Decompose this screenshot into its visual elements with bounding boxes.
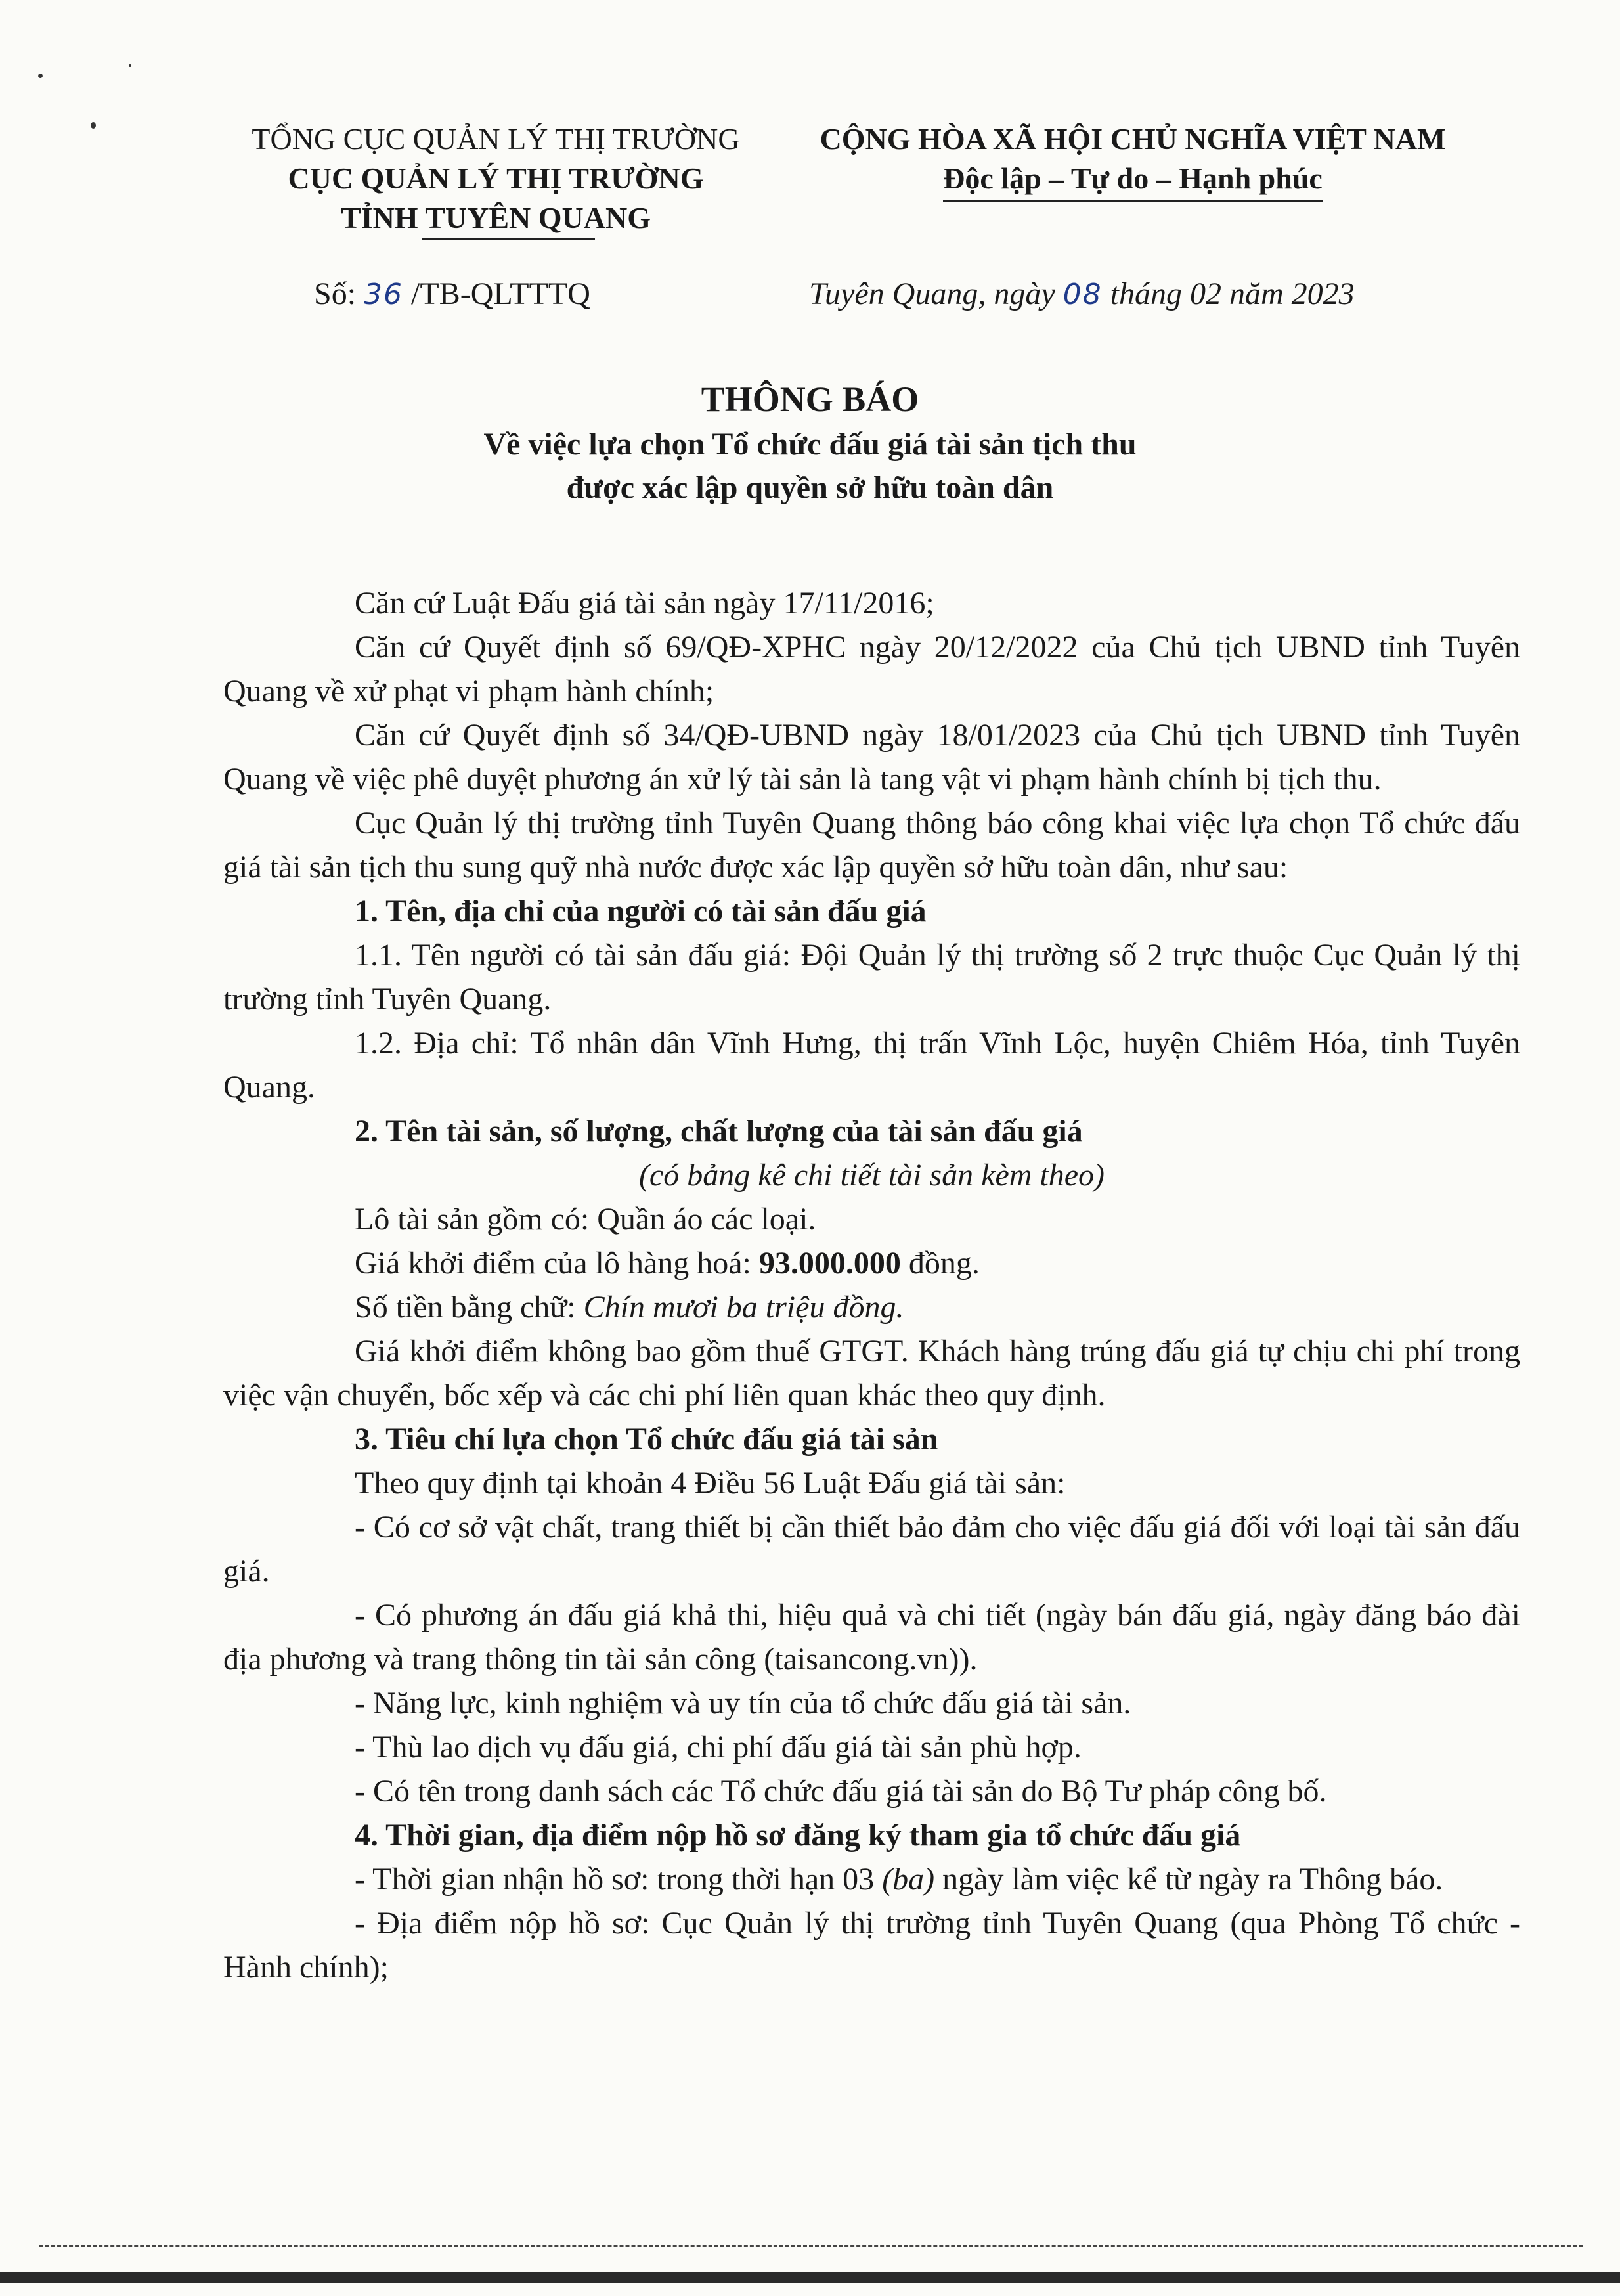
starting-price-amount: 93.000.000	[758, 1246, 901, 1281]
amount-in-words-line	[223, 1285, 1520, 1329]
criteria-item: - Có tên trong danh sách các Tổ chức đấu giá tài sản do Bộ Tư pháp công bố.	[355, 1774, 1327, 1809]
document-body	[223, 581, 1520, 1989]
national-motto-header	[781, 120, 1484, 202]
starting-price-line	[223, 1241, 1520, 1285]
paragraph: Cục Quản lý thị trường tỉnh Tuyên Quang thông báo công khai việc lựa chọn Tổ chức đấu giá tài sản tịch thu sung quỹ nhà nước được xác lập quyền sở hữu toàn dân, như sau:	[223, 806, 1520, 885]
section-heading-3: 3. Tiêu chí lựa chọn Tổ chức đấu giá tài sản	[355, 1422, 938, 1457]
amount-words-label: Số tiền bằng chữ:	[355, 1290, 576, 1325]
starting-price-unit: đồng.	[908, 1246, 980, 1281]
paragraph: Căn cứ Quyết định số 69/QĐ-XPHC ngày 20/12/2022 của Chủ tịch UBND tỉnh Tuyên Quang về xử phạt vi phạm hành chính;	[223, 630, 1520, 709]
submission-time-words: (ba)	[882, 1862, 935, 1897]
document-title	[0, 376, 1620, 510]
document-number	[314, 276, 590, 312]
submission-time	[223, 1857, 1520, 1901]
paragraph: Căn cứ Quyết định số 34/QĐ-UBND ngày 18/01/2023 của Chủ tịch UBND tỉnh Tuyên Quang về việc phê duyệt phương án xử lý tài sản là tang vật vi phạm hành chính bị tịch thu.	[223, 718, 1520, 797]
doc-number-prefix: Số:	[314, 276, 357, 311]
scan-bottom-edge	[0, 2272, 1620, 2283]
paragraph: Lô tài sản gồm có: Quần áo các loại.	[355, 1202, 816, 1237]
issuing-authority-header	[223, 120, 768, 238]
criteria-item: - Có cơ sở vật chất, trang thiết bị cần thiết bảo đảm cho việc đấu giá đối với loại tài sản đấu giá.	[223, 1510, 1520, 1589]
starting-price-label: Giá khởi điểm của lô hàng hoá:	[355, 1246, 751, 1281]
scan-speck	[38, 74, 43, 78]
date-prefix: Tuyên Quang, ngày	[809, 276, 1055, 311]
document-date	[809, 276, 1355, 312]
date-suffix: tháng 02 năm 2023	[1110, 276, 1355, 311]
doc-number-suffix: /TB-QLTTTQ	[411, 276, 590, 311]
section-note: (có bảng kê chi tiết tài sản kèm theo)	[638, 1158, 1105, 1193]
title-main: THÔNG BÁO	[701, 380, 919, 419]
amount-words: Chín mươi ba triệu đồng.	[583, 1290, 904, 1325]
parent-agency: TỔNG CỤC QUẢN LÝ THỊ TRƯỜNG	[252, 122, 740, 156]
paragraph: 1.2. Địa chỉ: Tổ nhân dân Vĩnh Hưng, thị trấn Vĩnh Lộc, huyện Chiêm Hóa, tỉnh Tuyên Quang.	[223, 1026, 1520, 1105]
submission-time-text: - Thời gian nhận hồ sơ: trong thời hạn 03	[355, 1862, 875, 1897]
scan-edge-dashes	[39, 2245, 1583, 2247]
submission-time-rest: ngày làm việc kể từ ngày ra Thông báo.	[942, 1862, 1443, 1897]
submission-place: - Địa điểm nộp hồ sơ: Cục Quản lý thị trường tỉnh Tuyên Quang (qua Phòng Tổ chức - Hành chính);	[223, 1906, 1520, 1985]
doc-number-handwritten: 36	[364, 278, 404, 311]
scan-speck	[129, 64, 131, 67]
agency-name: CỤC QUẢN LÝ THỊ TRƯỜNG	[288, 162, 704, 195]
country-name: CỘNG HÒA XÃ HỘI CHỦ NGHĨA VIỆT NAM	[820, 122, 1446, 156]
date-day-handwritten: 08	[1062, 278, 1103, 311]
title-subtitle-2: được xác lập quyền sở hữu toàn dân	[566, 470, 1054, 505]
criteria-item: - Thù lao dịch vụ đấu giá, chi phí đấu giá tài sản phù hợp.	[355, 1730, 1082, 1765]
paragraph: Theo quy định tại khoản 4 Điều 56 Luật Đấu giá tài sản:	[355, 1466, 1066, 1501]
national-motto: Độc lập – Tự do – Hạnh phúc	[943, 159, 1323, 202]
title-subtitle-1: Về việc lựa chọn Tổ chức đấu giá tài sản tịch thu	[483, 427, 1137, 462]
criteria-item: - Có phương án đấu giá khả thi, hiệu quả và chi tiết (ngày bán đấu giá, ngày đăng báo đài địa phương và trang thông tin tài sản công (taisancong.vn)).	[223, 1598, 1520, 1677]
agency-province: TỈNH TUYÊN QUANG	[341, 198, 651, 238]
scan-speck	[91, 122, 96, 129]
section-heading-4: 4. Thời gian, địa điểm nộp hồ sơ đăng ký tham gia tổ chức đấu giá	[355, 1818, 1241, 1853]
section-heading-2: 2. Tên tài sản, số lượng, chất lượng của tài sản đấu giá	[355, 1114, 1083, 1149]
criteria-item: - Năng lực, kinh nghiệm và uy tín của tổ chức đấu giá tài sản.	[355, 1686, 1131, 1721]
section-heading-1: 1. Tên, địa chỉ của người có tài sản đấu giá	[355, 894, 927, 929]
paragraph: Căn cứ Luật Đấu giá tài sản ngày 17/11/2016;	[355, 586, 934, 621]
paragraph: Giá khởi điểm không bao gồm thuế GTGT. Khách hàng trúng đấu giá tự chịu chi phí trong việc vận chuyển, bốc xếp và các chi phí liên quan khác theo quy định.	[223, 1334, 1520, 1413]
paragraph: 1.1. Tên người có tài sản đấu giá: Đội Quản lý thị trường số 2 trực thuộc Cục Quản lý thị trường tỉnh Tuyên Quang.	[223, 938, 1520, 1017]
